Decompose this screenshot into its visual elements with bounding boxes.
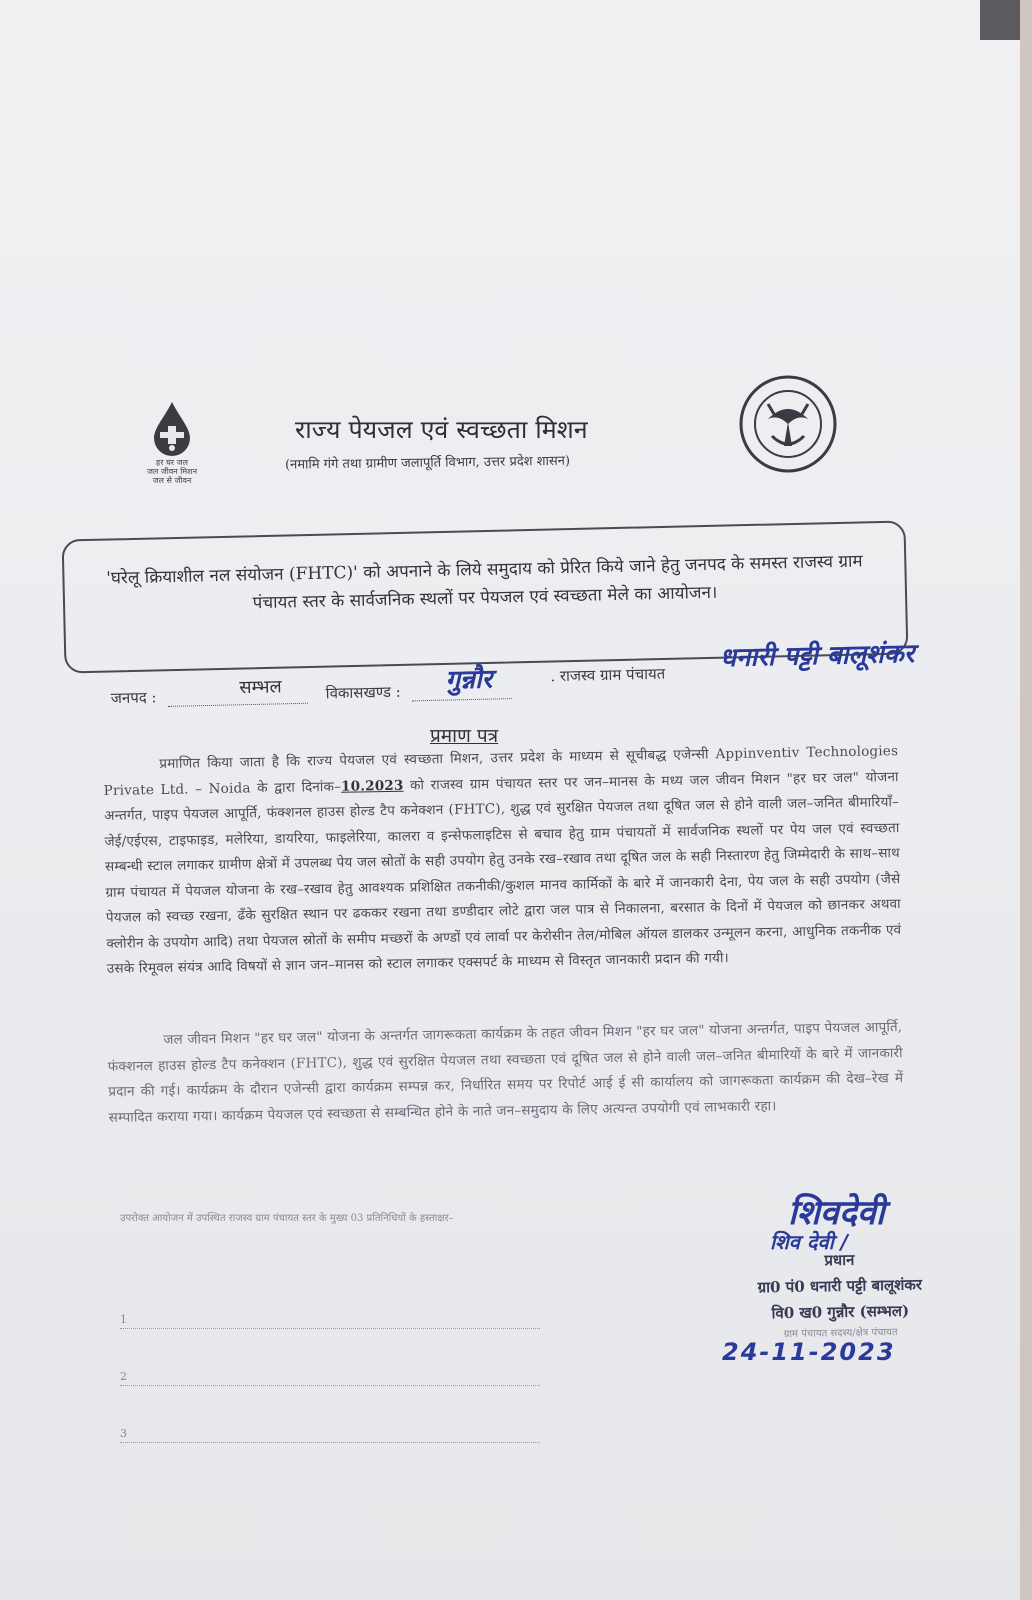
attendee-line-3: 3	[120, 1386, 540, 1443]
logo-caption-2: जल जीवन मिशन	[146, 467, 198, 476]
paragraph-1-text-b: को राजस्व ग्राम पंचायत स्तर पर जन–मानस के मध्य जल जीवन मिशन "हर घर जल" योजना अन्तर्गत, पाइप पेयजल आपूर्ति, फंक्शनल हाउस होल्ड टैप कनेक्शन (FHTC), शुद्ध एवं सुरक्षित पेयजल तथा दूषित जल से होने वाली जल–जनित बीमारियाँ–जेई/एईएस, टाइफाइड, मलेरिया, डायरिया, फाइलेरिया, कालरा व इन्सेफलाइटिस से बचाव हेतु ग्राम पंचायतों में सार्वजनिक स्थलों पर पेय जल एवं स्वच्छता सम्बन्धी स्टाल लगाकर ग्रामीण क्षेत्रों में उपलब्ध पेय जल स्रोतों के सही उपयोग हेतु उनके रख–रखाव तथा दूषित जल के सही निस्तारण हेतु जिम्मेदारी के साथ–साथ ग्राम पंचायत में पेयजल योजना के रख–रखाव हेतु आवश्यक प्रशिक्षित तकनीकी/कुशल मानव कार्मिकों के बारे में जानकारी देना, पेय जल के सही उपयोग (जैसे पेयजल को स्वच्छ रखना, ढँके सुरक्षित स्थान पर ढककर रखना तथा डण्डीदार लोटे द्वारा जल पात्र से निकालना, बरसात के दिनों में पेयजल को छानकर अथवा क्लोरीन के उपयोग आदि) तथा पेयजल स्रोतों के समीप मच्छरों के अण्डों एवं लार्वा पर केरोसीन तेल/मोबिल ऑयल डालकर उन्मूलन करना, आधुनिक तकनीक एवं उसके रिमूवल संयंत्र आदि विषयों से ज्ञान जन–मानस को स्टाल लगाकर एक्सपर्ट के माध्यम से विस्तृत जानकारी प्रदान की गयी।	[104, 768, 902, 977]
handwritten-signature: शिवदेवी	[788, 1193, 885, 1233]
event-date: 10.2023	[340, 777, 404, 795]
stamp-block: वि0 ख0 गुन्नौर (सम्भल)	[771, 1301, 910, 1323]
district-label: जनपद :	[110, 688, 157, 708]
certificate-paragraph-1	[103, 739, 902, 982]
stamp-caption: ग्राम पंचायत सदस्य/क्षेत्र पंचायत	[783, 1327, 898, 1340]
attendee-signature-note: उपरोक्त आयोजन में उपस्थित राजस्व ग्राम पंचायत स्तर के मुख्य 03 प्रतिनिधियों के हस्ताक्षर–	[120, 1213, 454, 1224]
gram-panchayat-field	[550, 638, 915, 687]
certificate-paragraph-2: जल जीवन मिशन "हर घर जल" योजना के अन्तर्गत जागरूकता कार्यक्रम के तहत जीवन मिशन "हर घर जल" योजना अन्तर्गत, पाइप पेयजल आपूर्ति, फंक्शनल हाउस होल्ड टैप कनेक्शन (FHTC), शुद्ध एवं सुरक्षित पेयजल तथा स्वच्छता एवं दूषित जल से होने वाली जल–जनित बीमारियों के बारे में जानकारी प्रदान की गई। कार्यक्रम के दौरान एजेन्सी द्वारा कार्यक्रम सम्पन्न कर, निर्धारित समय पर रिपोर्ट आई ई सी कार्यालय को जागरूकता कार्यक्रम की देख–रेख में सम्पादित कराया गया। कार्यक्रम पेयजल एवं स्वच्छता से सम्बन्धित होने के नाते जन–समुदाय के लिए अत्यन्त उपयोगी एवं लाभकारी रहा।	[107, 1019, 904, 1126]
block-value: गुन्नौर	[445, 664, 493, 696]
jal-jeevan-mission-logo	[132, 400, 212, 500]
district-value: सम्भल	[239, 676, 282, 699]
pradhan-stamp	[689, 1247, 991, 1341]
block-field	[325, 664, 511, 703]
background-edge	[980, 0, 1020, 40]
attendee-line-2: 2	[120, 1329, 540, 1386]
attendee-line-1: 1	[120, 1272, 540, 1329]
logo-caption-3: जल से जीवन	[152, 476, 192, 485]
up-government-seal	[738, 374, 838, 474]
emblem-icon	[738, 374, 838, 474]
paragraph-1-text-a: प्रमाणित किया जाता है कि राज्य पेयजल एवं स्वच्छता मिशन, उत्तर प्रदेश के माध्यम से सूचीबद्ध एजेन्सी Appinventiv Technologies Private Ltd. – Noida के द्वारा दिनांक–	[103, 743, 899, 799]
block-label: विकासखण्ड :	[325, 682, 401, 703]
event-notice-text: 'घरेलू क्रियाशील नल संयोजन (FHTC)' को अपनाने के लिये समुदाय को प्रेरित किये जाने हेतु जनपद के समस्त राजस्व ग्राम पंचायत स्तर के सार्वजनिक स्थलों पर पेयजल एवं स्वच्छता मेले का आयोजन।	[105, 551, 863, 614]
gram-panchayat-label: . राजस्व ग्राम पंचायत	[550, 664, 666, 686]
district-field	[110, 676, 308, 708]
logo-caption-1: हर घर जल	[156, 458, 188, 467]
organization-title: राज्य पेयजल एवं स्वच्छता मिशन	[295, 415, 588, 444]
stamp-panchayat: ग्रा0 पं0 धनारी पट्टी बालूशंकर	[757, 1275, 923, 1297]
gram-panchayat-value: धनारी पट्टी बालूशंकर	[719, 638, 915, 674]
signature-date: 24-11-2023	[722, 1338, 896, 1366]
stamp-designation: प्रधान	[824, 1250, 855, 1270]
organization-subtitle: (नमामि गंगे तथा ग्रामीण जलापूर्ति विभाग, उत्तर प्रदेश शासन)	[284, 453, 571, 473]
water-drop-icon	[150, 400, 194, 458]
signatory-name: शिव देवी /	[770, 1230, 849, 1254]
certificate-heading: प्रमाण पत्र	[430, 725, 499, 747]
attendee-signature-lines	[120, 1272, 540, 1443]
